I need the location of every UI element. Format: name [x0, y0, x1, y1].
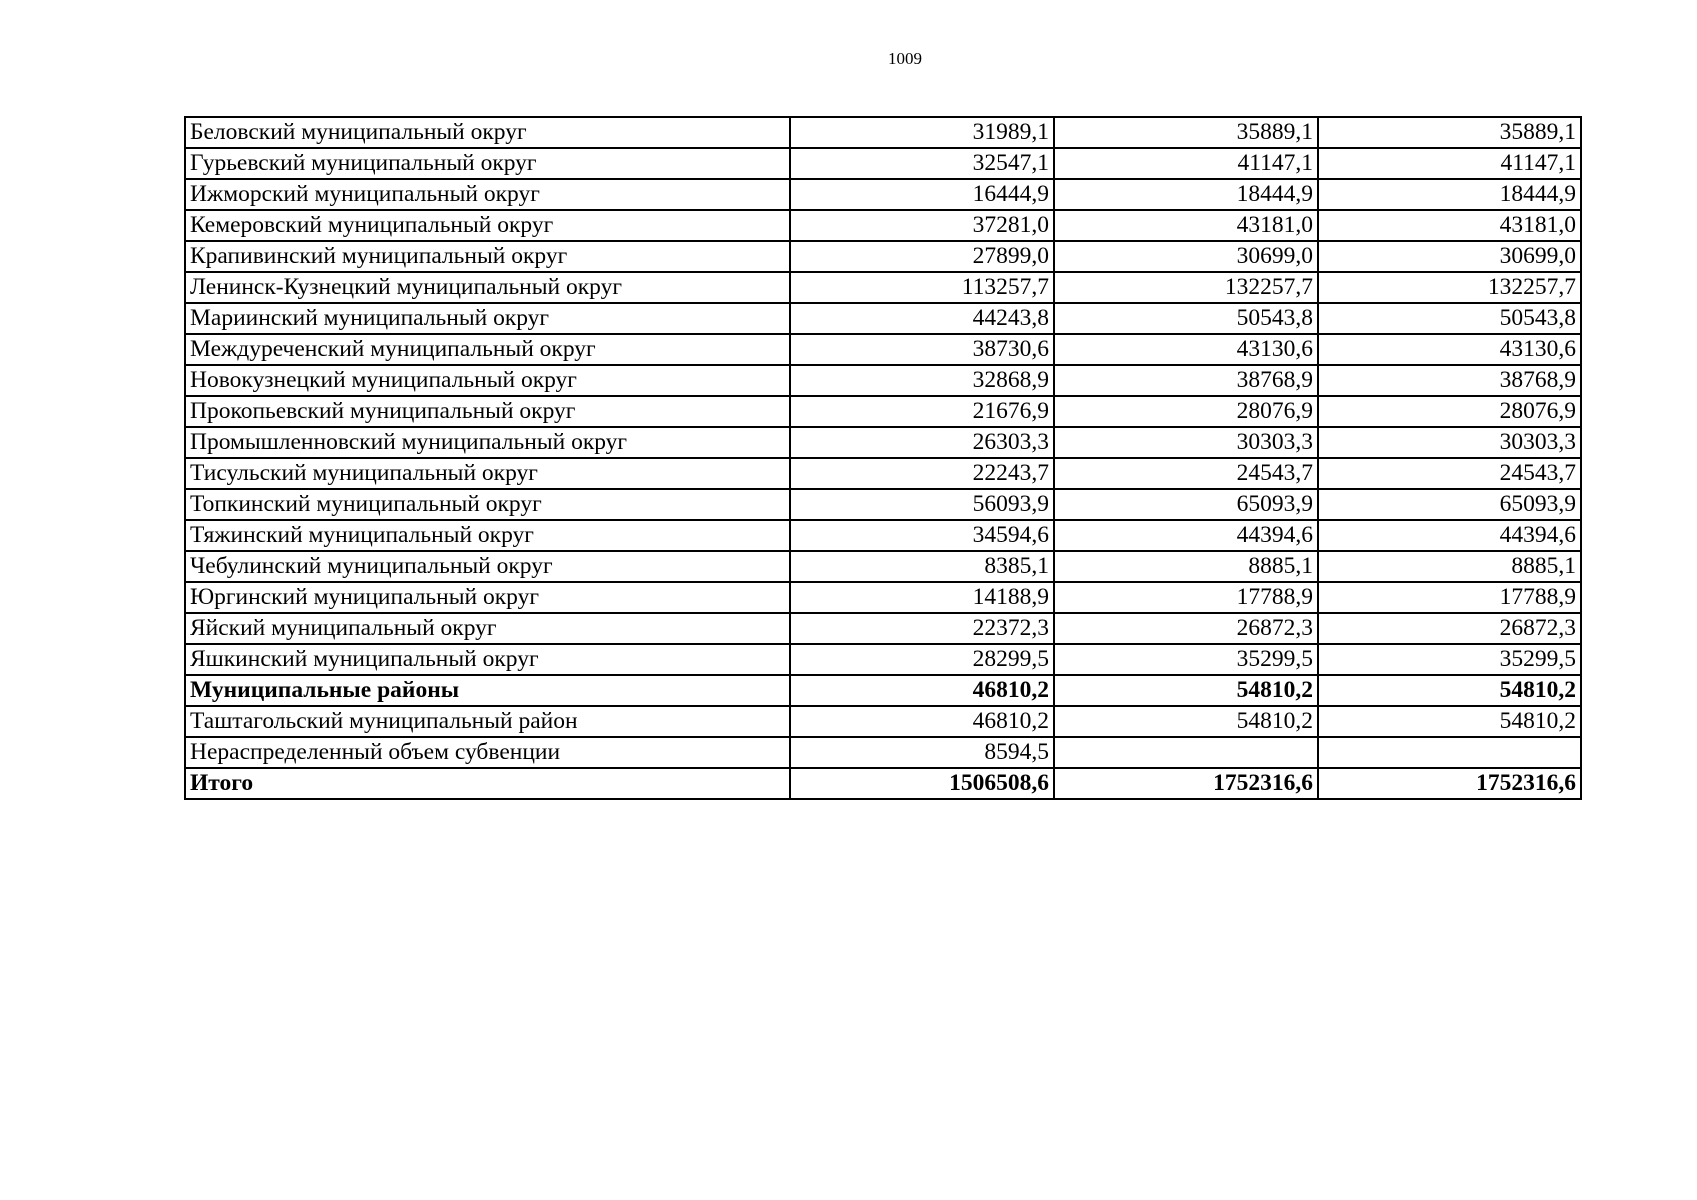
row-value-3-cell: 38768,9 — [1318, 365, 1581, 396]
row-value-3-cell: 24543,7 — [1318, 458, 1581, 489]
table-row — [185, 768, 1581, 799]
table-row — [185, 272, 1581, 303]
row-value-1-cell: 34594,6 — [790, 520, 1054, 551]
table-row — [185, 241, 1581, 272]
row-value-2-cell: 65093,9 — [1054, 489, 1318, 520]
row-value-2-cell: 43130,6 — [1054, 334, 1318, 365]
row-value-1-cell: 1506508,6 — [790, 768, 1054, 799]
row-value-3-cell: 8885,1 — [1318, 551, 1581, 582]
row-value-1-cell: 32868,9 — [790, 365, 1054, 396]
row-value-1-cell: 26303,3 — [790, 427, 1054, 458]
row-value-2-cell: 1752316,6 — [1054, 768, 1318, 799]
row-value-3-cell: 54810,2 — [1318, 706, 1581, 737]
table-row — [185, 675, 1581, 706]
table-row — [185, 117, 1581, 148]
row-name-cell: Гурьевский муниципальный округ — [185, 148, 790, 179]
row-name-cell: Прокопьевский муниципальный округ — [185, 396, 790, 427]
row-value-3-cell: 17788,9 — [1318, 582, 1581, 613]
table-row — [185, 210, 1581, 241]
row-name-cell: Кемеровский муниципальный округ — [185, 210, 790, 241]
row-value-3-cell: 43130,6 — [1318, 334, 1581, 365]
table-row — [185, 458, 1581, 489]
row-value-1-cell: 113257,7 — [790, 272, 1054, 303]
row-name-cell: Чебулинский муниципальный округ — [185, 551, 790, 582]
table-body — [185, 117, 1581, 799]
row-value-2-cell: 24543,7 — [1054, 458, 1318, 489]
row-value-2-cell: 8885,1 — [1054, 551, 1318, 582]
row-value-3-cell: 132257,7 — [1318, 272, 1581, 303]
row-value-1-cell: 28299,5 — [790, 644, 1054, 675]
table-row — [185, 179, 1581, 210]
row-value-3-cell: 35889,1 — [1318, 117, 1581, 148]
table-row — [185, 706, 1581, 737]
table-row — [185, 489, 1581, 520]
row-name-cell: Тисульский муниципальный округ — [185, 458, 790, 489]
table-row — [185, 551, 1581, 582]
table-row — [185, 737, 1581, 768]
row-name-cell: Промышленновский муниципальный округ — [185, 427, 790, 458]
row-name-cell: Ижморский муниципальный округ — [185, 179, 790, 210]
row-name-cell: Междуреченский муниципальный округ — [185, 334, 790, 365]
table-row — [185, 427, 1581, 458]
row-value-1-cell: 38730,6 — [790, 334, 1054, 365]
row-value-3-cell: 26872,3 — [1318, 613, 1581, 644]
row-value-1-cell: 46810,2 — [790, 675, 1054, 706]
row-value-1-cell: 21676,9 — [790, 396, 1054, 427]
row-value-1-cell: 31989,1 — [790, 117, 1054, 148]
table-row — [185, 396, 1581, 427]
row-value-1-cell: 8385,1 — [790, 551, 1054, 582]
row-value-3-cell: 54810,2 — [1318, 675, 1581, 706]
row-value-3-cell: 41147,1 — [1318, 148, 1581, 179]
row-value-3-cell: 43181,0 — [1318, 210, 1581, 241]
row-value-2-cell: 43181,0 — [1054, 210, 1318, 241]
row-value-3-cell — [1318, 737, 1581, 768]
row-value-2-cell: 54810,2 — [1054, 675, 1318, 706]
row-value-2-cell: 18444,9 — [1054, 179, 1318, 210]
row-value-3-cell: 44394,6 — [1318, 520, 1581, 551]
row-name-cell: Яйский муниципальный округ — [185, 613, 790, 644]
table-row — [185, 148, 1581, 179]
row-value-3-cell: 30303,3 — [1318, 427, 1581, 458]
row-value-3-cell: 28076,9 — [1318, 396, 1581, 427]
row-value-2-cell: 44394,6 — [1054, 520, 1318, 551]
row-name-cell: Крапивинский муниципальный округ — [185, 241, 790, 272]
table-row — [185, 520, 1581, 551]
row-name-cell: Яшкинский муниципальный округ — [185, 644, 790, 675]
row-value-2-cell: 35299,5 — [1054, 644, 1318, 675]
row-value-2-cell — [1054, 737, 1318, 768]
row-name-cell: Ленинск-Кузнецкий муниципальный округ — [185, 272, 790, 303]
row-value-3-cell: 1752316,6 — [1318, 768, 1581, 799]
row-name-cell: Топкинский муниципальный округ — [185, 489, 790, 520]
row-value-3-cell: 50543,8 — [1318, 303, 1581, 334]
row-value-1-cell: 32547,1 — [790, 148, 1054, 179]
row-value-3-cell: 65093,9 — [1318, 489, 1581, 520]
row-value-2-cell: 30699,0 — [1054, 241, 1318, 272]
row-value-3-cell: 35299,5 — [1318, 644, 1581, 675]
row-value-2-cell: 38768,9 — [1054, 365, 1318, 396]
row-value-2-cell: 26872,3 — [1054, 613, 1318, 644]
row-value-1-cell: 14188,9 — [790, 582, 1054, 613]
row-value-1-cell: 44243,8 — [790, 303, 1054, 334]
row-value-2-cell: 35889,1 — [1054, 117, 1318, 148]
row-value-3-cell: 30699,0 — [1318, 241, 1581, 272]
table-row — [185, 365, 1581, 396]
row-value-1-cell: 27899,0 — [790, 241, 1054, 272]
row-value-3-cell: 18444,9 — [1318, 179, 1581, 210]
row-value-2-cell: 28076,9 — [1054, 396, 1318, 427]
row-value-2-cell: 132257,7 — [1054, 272, 1318, 303]
row-value-2-cell: 50543,8 — [1054, 303, 1318, 334]
row-name-cell: Мариинский муниципальный округ — [185, 303, 790, 334]
table-row — [185, 303, 1581, 334]
row-value-1-cell: 8594,5 — [790, 737, 1054, 768]
row-value-1-cell: 46810,2 — [790, 706, 1054, 737]
table-row — [185, 644, 1581, 675]
row-value-1-cell: 16444,9 — [790, 179, 1054, 210]
row-value-2-cell: 17788,9 — [1054, 582, 1318, 613]
row-name-cell: Итого — [185, 768, 790, 799]
row-value-1-cell: 37281,0 — [790, 210, 1054, 241]
row-name-cell: Нераспределенный объем субвенции — [185, 737, 790, 768]
row-value-1-cell: 22243,7 — [790, 458, 1054, 489]
row-value-2-cell: 30303,3 — [1054, 427, 1318, 458]
row-name-cell: Юргинский муниципальный округ — [185, 582, 790, 613]
row-value-2-cell: 54810,2 — [1054, 706, 1318, 737]
row-name-cell: Новокузнецкий муниципальный округ — [185, 365, 790, 396]
page-number: 1009 — [888, 49, 922, 68]
subvention-table — [184, 116, 1582, 800]
row-value-2-cell: 41147,1 — [1054, 148, 1318, 179]
table-row — [185, 582, 1581, 613]
table-row — [185, 334, 1581, 365]
table-row — [185, 613, 1581, 644]
row-name-cell: Беловский муниципальный округ — [185, 117, 790, 148]
row-value-1-cell: 56093,9 — [790, 489, 1054, 520]
row-name-cell: Муниципальные районы — [185, 675, 790, 706]
row-name-cell: Тяжинский муниципальный округ — [185, 520, 790, 551]
row-name-cell: Таштагольский муниципальный район — [185, 706, 790, 737]
row-value-1-cell: 22372,3 — [790, 613, 1054, 644]
